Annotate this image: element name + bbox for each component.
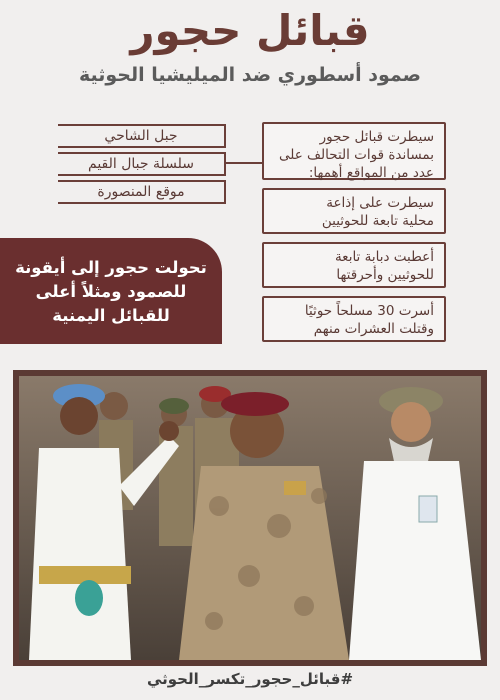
info-line: أسرت 30 مسلحاً حوثيًا — [304, 303, 434, 319]
info-line: سيطرت قبائل حجور — [319, 129, 434, 145]
hashtag: #قبائل_حجور_تكسر_الحوثي — [146, 670, 354, 688]
info-line: بمساندة قوات التحالف على — [278, 147, 434, 163]
info-box-control — [262, 122, 446, 180]
page-title: قبائل حجور — [130, 6, 370, 55]
banner-line: للصمود ومثلاً أعلى — [35, 282, 187, 301]
highlight-banner — [0, 238, 222, 344]
banner-line: للقبائل اليمنية — [52, 306, 170, 325]
group-photo — [19, 376, 481, 660]
info-box-captives — [262, 296, 446, 342]
info-box-tank — [262, 242, 446, 288]
location-item: موقع المنصورة — [58, 180, 226, 204]
banner-line: تحولت حجور إلى أيقونة — [15, 258, 207, 277]
info-line: وقتلت العشرات منهم — [313, 321, 434, 337]
location-item: سلسلة جبال القيم — [58, 152, 226, 176]
location-item: جبل الشاحي — [58, 124, 226, 148]
info-line: سيطرت على إذاعة — [326, 195, 434, 211]
info-line: عدد من المواقع أهمها: — [308, 165, 434, 181]
photo-frame — [13, 370, 487, 666]
info-line: أعطبت دبابة تابعة — [334, 249, 434, 265]
info-box-radio — [262, 188, 446, 234]
connector-line — [226, 162, 262, 164]
info-line: للحوثيين وأحرقتها — [336, 267, 434, 283]
page-subtitle: صمود أسطوري ضد الميليشيا الحوثية — [78, 64, 422, 86]
info-line: محلية تابعة للحوثيين — [321, 213, 434, 229]
